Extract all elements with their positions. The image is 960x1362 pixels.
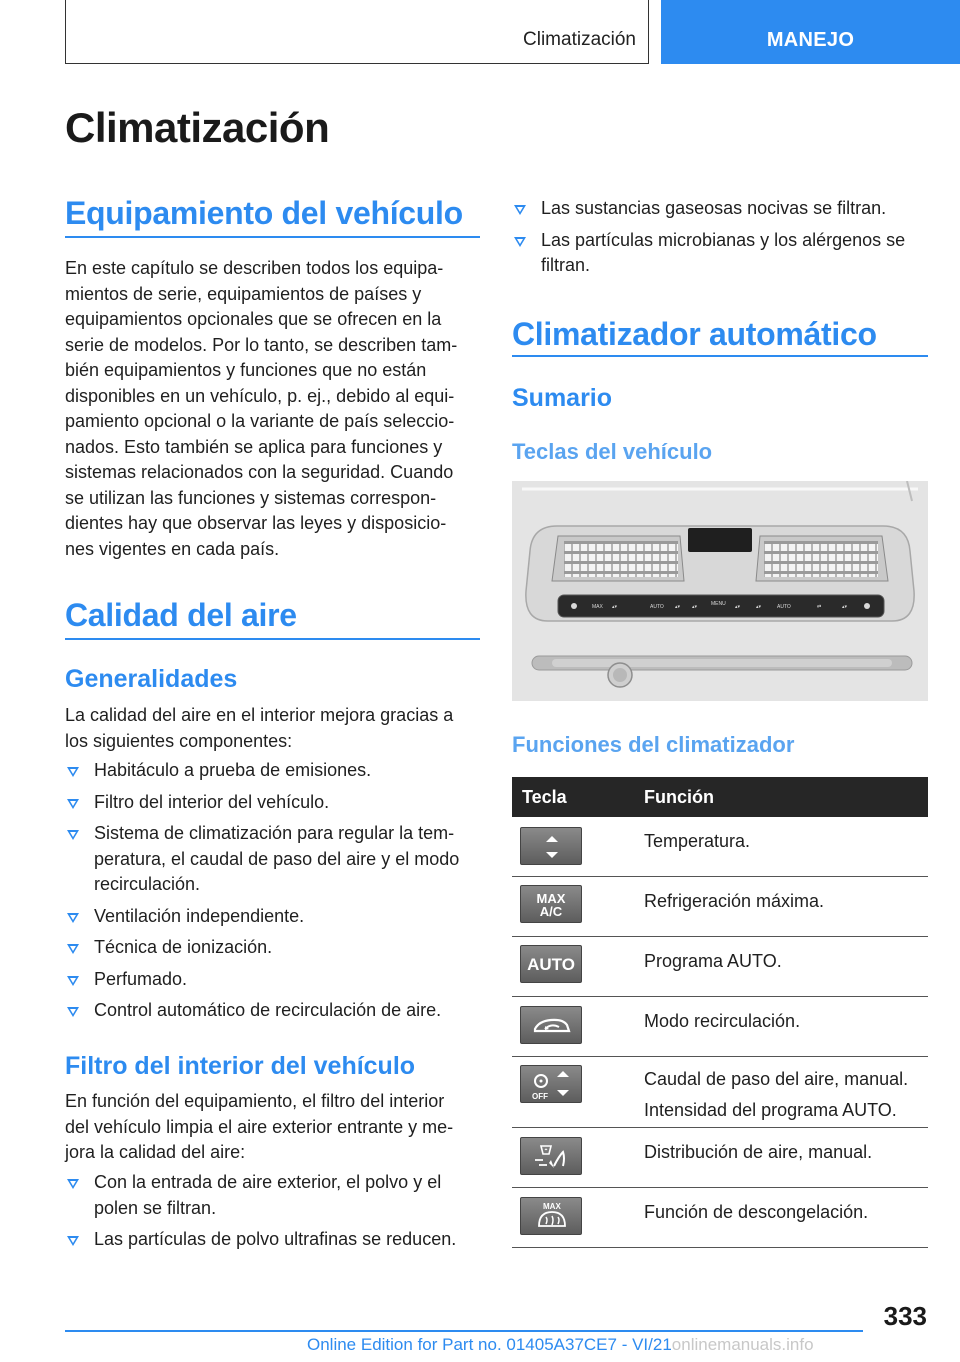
- filter-paragraph: [65, 1089, 480, 1166]
- table-row: [512, 1057, 928, 1128]
- bullet-item: [65, 935, 480, 961]
- climate-panel-illustration: [512, 481, 928, 701]
- climate-functions-heading: Funciones del climatizador: [512, 732, 795, 757]
- equipment-text-line: nados. Esto también se aplica para funciones y: [65, 436, 443, 457]
- equipment-paragraph: [65, 256, 480, 562]
- recirculation-icon: [520, 1006, 582, 1044]
- equipment-rule: [65, 236, 480, 238]
- bullet-triangle-icon: [67, 976, 79, 986]
- footer-rule: [65, 1330, 863, 1332]
- table-row: [512, 997, 928, 1057]
- table-function-text: Temperatura.: [644, 831, 751, 851]
- equipment-heading: Equipamiento del vehículo: [65, 195, 463, 231]
- bullet-triangle-icon: [67, 944, 79, 954]
- equipment-text-line: sistemas relacionados con la seguridad. Cuando: [65, 462, 454, 482]
- table-header: [512, 777, 928, 817]
- header-section-box: [65, 0, 649, 64]
- bullet-text: Técnica de ionización.: [94, 937, 273, 957]
- filter-text-line: jora la calidad del aire:: [65, 1142, 246, 1162]
- temperature-updown-icon: [520, 827, 582, 865]
- bullet-triangle-icon: [67, 767, 79, 777]
- auto-climate-rule: [512, 355, 928, 357]
- climate-panel-photo: [512, 481, 928, 701]
- bullet-item: [65, 967, 480, 993]
- bullet-text: Ventilación independiente.: [94, 905, 305, 926]
- table-row: [512, 817, 928, 877]
- max-ac-icon: [520, 885, 582, 923]
- bullet-text: Control automático de recirculación de aire.: [94, 1000, 442, 1020]
- bullet-text: Filtro del interior del vehículo.: [94, 791, 330, 812]
- filter-bullet-list-continued: [512, 196, 928, 285]
- bullet-item: [65, 758, 480, 784]
- table-row: [512, 1188, 928, 1248]
- max-ac-label-bottom: A/C: [539, 904, 563, 919]
- bullet-item: [512, 228, 928, 279]
- bullet-triangle-icon: [67, 1236, 79, 1246]
- fan-off-label: OFF: [532, 1092, 548, 1101]
- bullet-text: filtran.: [541, 255, 591, 275]
- equipment-text-line: dientes hay que observar las leyes y disposicio‐: [65, 513, 447, 533]
- equipment-text-line: mientos de serie, equipamientos de países y: [65, 283, 422, 304]
- table-function-text: Función de descongelación.: [644, 1202, 869, 1222]
- bullet-text: recirculación.: [94, 874, 201, 894]
- table-function-text: Programa AUTO.: [644, 951, 782, 971]
- auto-icon-label: AUTO: [527, 955, 575, 974]
- svg-text:▴▾: ▴▾: [735, 604, 741, 610]
- svg-text:MENU: MENU: [711, 601, 726, 607]
- panel-label-max-ac: MAX: [592, 604, 603, 610]
- svg-text:▴▾: ▴▾: [675, 604, 681, 610]
- bullet-triangle-icon: [67, 1007, 79, 1017]
- svg-text:▴▾: ▴▾: [842, 604, 848, 610]
- bullet-item: [65, 904, 480, 930]
- bullet-triangle-icon: [67, 799, 79, 809]
- auto-icon: [520, 945, 582, 983]
- bullet-triangle-icon: [514, 237, 526, 247]
- bullet-item: [65, 821, 480, 898]
- general-heading: Generalidades: [65, 665, 238, 693]
- bullet-text: Las sustancias gaseosas nocivas se filtran.: [541, 198, 887, 218]
- table-function-text: Modo recirculación.: [644, 1011, 801, 1031]
- filter-heading: Filtro del interior del vehículo: [65, 1052, 416, 1080]
- table-header-key: Tecla: [522, 787, 567, 807]
- bullet-text: Sistema de climatización para regular la tem‐: [94, 823, 455, 843]
- bullet-item: [65, 1227, 480, 1253]
- general-text-line: los siguientes componentes:: [65, 730, 293, 751]
- bullet-text: Perfumado.: [94, 968, 188, 989]
- filter-text-line: En función del equipamiento, el filtro del interior: [65, 1091, 445, 1111]
- bullet-text: peratura, el caudal de paso del aire y el modo: [94, 848, 460, 869]
- table-function-text: Refrigeración máxima.: [644, 891, 825, 911]
- fan-speed-icon: [520, 1065, 582, 1103]
- bullet-item: [512, 196, 928, 222]
- bullet-item: [65, 998, 480, 1024]
- air-quality-heading: Calidad del aire: [65, 597, 297, 633]
- bullet-triangle-icon: [514, 205, 526, 215]
- equipment-text-line: En este capítulo se describen todos los equipa‐: [65, 258, 444, 278]
- bullet-text: polen se filtran.: [94, 1197, 217, 1218]
- climate-functions-table: [512, 777, 928, 1248]
- footer-watermark: onlinemanuals.info: [671, 1335, 814, 1354]
- footer-edition: [307, 1335, 814, 1355]
- filter-text-line: del vehículo limpia el aire exterior entrante y me‐: [65, 1116, 454, 1137]
- bullet-triangle-icon: [67, 913, 79, 923]
- max-defrost-icon: [520, 1197, 582, 1235]
- equipment-text-line: se utilizan las funciones y sistemas correspon‐: [65, 487, 437, 508]
- air-distribution-icon: [520, 1137, 582, 1175]
- table-row: [512, 1128, 928, 1188]
- table-row: [512, 877, 928, 937]
- bullet-item: [65, 790, 480, 816]
- equipment-text-line: disponibles en un vehículo, p. ej., debido al equi‐: [65, 385, 455, 406]
- equipment-text-line: nes vigentes en cada país.: [65, 538, 280, 559]
- svg-text:▴▾: ▴▾: [756, 604, 762, 610]
- bullet-text: Las partículas de polvo ultrafinas se reducen.: [94, 1229, 457, 1249]
- header-chapter-label: MANEJO: [766, 29, 855, 51]
- page-title: Climatización: [65, 104, 330, 151]
- svg-text:⇄: ⇄: [817, 604, 822, 610]
- auto-climate-heading: Climatizador automático: [512, 316, 877, 352]
- equipment-text-line: serie de modelos. Por lo tanto, se describen tam‐: [65, 334, 458, 355]
- filter-bullet-list: [65, 1170, 480, 1259]
- svg-text:▴▾: ▴▾: [692, 604, 698, 610]
- equipment-text-line: pamiento opcional o la variante de país seleccio‐: [65, 411, 455, 431]
- panel-label-auto-2: AUTO: [777, 604, 791, 610]
- bullet-item: [65, 1170, 480, 1221]
- bullet-triangle-icon: [67, 1179, 79, 1189]
- table-function-text: Caudal de paso del aire, manual.: [644, 1069, 909, 1089]
- bullet-triangle-icon: [67, 830, 79, 840]
- defrost-max-label: MAX: [543, 1202, 561, 1211]
- general-paragraph: [65, 703, 480, 754]
- bullet-text: Las partículas microbianas y los alérgenos se: [541, 229, 906, 250]
- panel-label-auto: AUTO: [650, 604, 664, 610]
- air-quality-rule: [65, 638, 480, 640]
- table-header-function: Función: [644, 787, 714, 807]
- svg-text:▴▾: ▴▾: [612, 604, 618, 610]
- vehicle-keys-heading: Teclas del vehículo: [512, 439, 713, 464]
- table-row: [512, 937, 928, 997]
- footer-edition-text: Online Edition for Part no. 01405A37CE7 - VI/21: [307, 1335, 672, 1354]
- page-number: 333: [883, 1301, 927, 1331]
- equipment-text-line: equipamientos opcionales que se ofrecen en la: [65, 309, 442, 329]
- bullet-text: Con la entrada de aire exterior, el polvo y el: [94, 1172, 442, 1192]
- summary-heading: Sumario: [512, 384, 613, 412]
- general-bullet-list: [65, 758, 480, 1030]
- header-chapter-tab[interactable]: [661, 0, 960, 64]
- equipment-text-line: bién equipamientos y funciones que no están: [65, 360, 427, 380]
- header-section-label: Climatización: [523, 29, 636, 50]
- general-text-line: La calidad del aire en el interior mejora gracias a: [65, 705, 454, 725]
- table-function-text: Distribución de aire, manual.: [644, 1142, 873, 1162]
- bullet-text: Habitáculo a prueba de emisiones.: [94, 760, 372, 780]
- table-function-text: Intensidad del programa AUTO.: [644, 1100, 897, 1120]
- max-ac-label-top: MAX: [536, 891, 566, 906]
